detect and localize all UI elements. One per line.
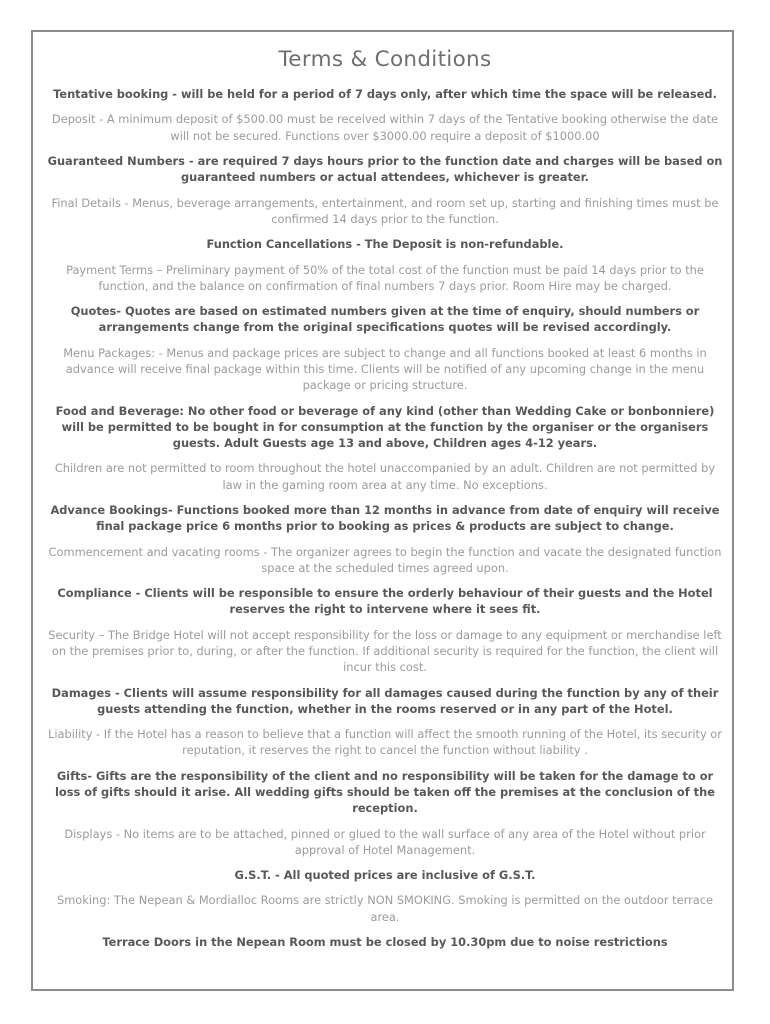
term-compliance: Compliance - Clients will be responsible to ensure the orderly behaviour of their guests and the Hotel reserves the right to intervene where it sees fit.: [57, 586, 713, 617]
term-damages: Damages - Clients will assume responsibility for all damages caused during the function by any of their guests attending the function, whether in the rooms reserved or in any part of the Hotel.: [51, 685, 719, 716]
term-terrace-doors: Terrace Doors in the Nepean Room must be closed by 10.30pm due to noise restrictions: [102, 935, 668, 950]
term-advance-bookings: Advance Bookings- Functions booked more than 12 months in advance from date of enquiry will receive final package price 6 months prior to booking as prices & products are subject to change.: [50, 502, 720, 534]
term-payment-terms: Payment Terms – Preliminary payment of 50% of the total cost of the function must be paid 14 days prior to the function, and the balance on confirmation of final numbers 7 days prior. Room Hire may be charged.: [66, 262, 704, 293]
term-guaranteed-numbers: Guaranteed Numbers - are required 7 days hours prior to the function date and charges will be based on guaranteed numbers or actual attendees, whichever is greater.: [47, 153, 723, 185]
term-commencement-vacating: Commencement and vacating rooms - The organizer agrees to begin the function and vacate the designated function space at the scheduled times agreed upon.: [48, 544, 722, 575]
term-children: Children are not permitted to room throughout the hotel unaccompanied by an adult. Children are not permitted by law in the gaming room area at any time. No exceptions.: [54, 461, 716, 492]
term-security: Security – The Bridge Hotel will not accept responsibility for the loss or damage to any equipment or merchandise left on the premises prior to, during, or after the function. If additional security is required for the function, the client will incur this cost.: [48, 627, 722, 675]
term-tentative-booking: Tentative booking - will be held for a period of 7 days only, after which time the space will be released.: [53, 87, 717, 101]
term-menu-packages: Menu Packages: - Menus and package prices are subject to change and all functions booked at least 6 months in advance will receive final package within this time. Clients will be notified of any upcoming change in the menu package or pricing structure.: [63, 345, 707, 393]
page-title: Terms & Conditions: [278, 47, 492, 72]
term-displays: Displays - No items are to be attached, pinned or glued to the wall surface of any area of the Hotel without prior approval of Hotel Management.: [64, 826, 706, 857]
term-quotes: Quotes- Quotes are based on estimated numbers given at the time of enquiry, should numbers or arrangements change from the original specifications quotes will be revised accordingly.: [70, 304, 700, 335]
term-final-details: Final Details - Menus, beverage arrangements, entertainment, and room set up, starting and finishing times must be confirmed 14 days prior to the function.: [51, 195, 719, 226]
term-gst: G.S.T. - All quoted prices are inclusive of G.S.T.: [234, 868, 536, 883]
term-function-cancellations: Function Cancellations - The Deposit is non-refundable.: [206, 237, 564, 252]
term-deposit: Deposit - A minimum deposit of $500.00 must be received within 7 days of the Tentative booking otherwise the date will not be secured. Functions over $3000.00 require a deposit of $1000.00: [51, 112, 719, 143]
term-liability: Liability - If the Hotel has a reason to believe that a function will affect the smooth running of the Hotel, its security or reputation, it reserves the right to cancel the function without liability .: [48, 727, 722, 758]
term-gifts: Gifts- Gifts are the responsibility of the client and no responsibility will be taken for the damage to or loss of gifts should it arise. All wedding gifts should be taken off the premises at the conclusion of the reception.: [55, 768, 715, 816]
term-smoking: Smoking: The Nepean & Mordialloc Rooms are strictly NON SMOKING. Smoking is permitted on the outdoor terrace area.: [56, 893, 714, 924]
terms-document: [44, 42, 726, 959]
term-food-and-beverage: Food and Beverage: No other food or beverage of any kind (other than Wedding Cake or bonbonniere) will be permitted to be bought in for consumption at the function by the organiser or the organisers guests. Adult Guests age 13 and above, Children ages 4-12 years.: [55, 403, 715, 450]
